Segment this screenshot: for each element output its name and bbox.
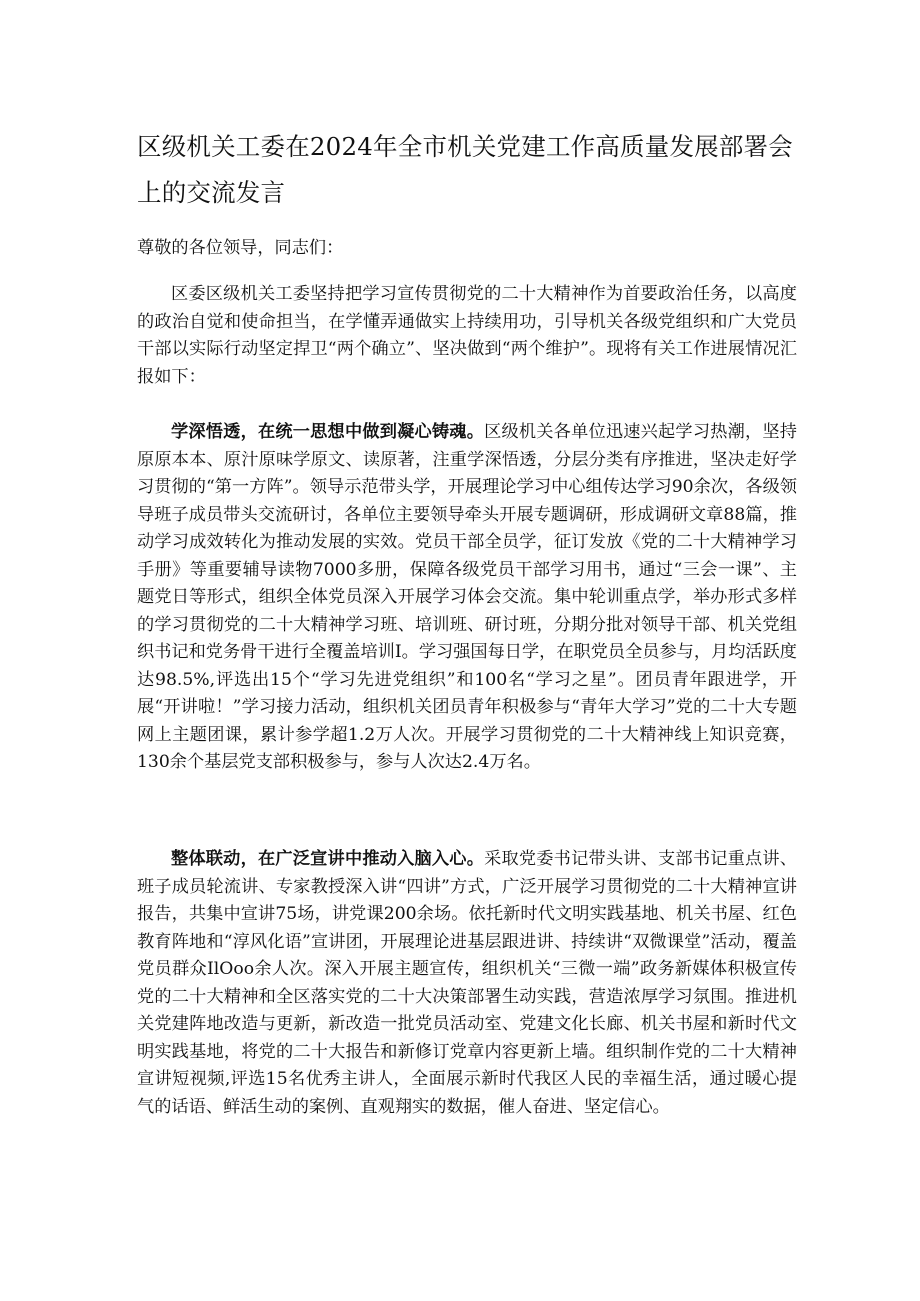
document-title: 区级机关工委在2024年全市机关党建工作高质量发展部署会上的交流发言 — [137, 132, 793, 207]
intro-paragraph-body: 区委区级机关工委坚持把学习宣传贯彻党的二十大精神作为首要政治任务，以高度的政治自觉和使命担当，在学懂弄通做实上持续用功，引导机关各级党组织和广大党员干部以实际行动坚定捍卫“两个确立”、坚决做到“两个维护”。现将有关工作进展情况汇报如下： — [137, 284, 797, 387]
publicity-section-body: 采取党委书记带头讲、支部书记重点讲、班子成员轮流讲、专家教授深入讲“四讲”方式，广泛开展学习贯彻党的二十大精神宣讲报告，共集中宣讲75场，讲党课200余场。依托新时代文明实践基地、机关书屋、红色教育阵地和“淳风化语”宣讲团，开展理论进基层跟进讲、持续讲“双微课堂”活动，覆盖党员群众IlOoo余人次。深入开展主题宣传，组织机关“三微一端”政务新媒体积极宣传党的二十大精神和全区落实党的二十大决策部署生动实践，营造浓厚学习氛围。推进机关党建阵地改造与更新，新改造一批党员活动室、党建文化长廊、机关书屋和新时代文明实践基地，将党的二十大报告和新修订党章内容更新上墙。组织制作党的二十大精神宣讲短视频,评选15名优秀主讲人，全面展示新时代我区人民的幸福生活，通过暖心提气的话语、鲜活生动的案例、直观翔实的数据，催人奋进、坚定信心。 — [137, 849, 797, 1117]
intro-paragraph — [137, 281, 797, 391]
publicity-section-paragraph — [137, 846, 797, 1121]
study-section-body: 区级机关各单位迅速兴起学习热潮，坚持原原本本、原汁原味学原文、读原著，注重学深悟透，分层分类有序推进，坚决走好学习贯彻的“第一方阵”。领导示范带头学，开展理论学习中心组传达学习90余次，各级领导班子成员带头交流研讨，各单位主要领导牵头开展专题调研，形成调研文章88篇，推动学习成效转化为推动发展的实效。党员干部全员学，征订发放《党的二十大精神学习手册》等重要辅导读物7000多册，保障各级党员干部学习用书，通过“三会一课”、主题党日等形式，组织全体党员深入开展学习体会交流。集中轮训重点学，举办形式多样的学习贯彻党的二十大精神学习班、培训班、研讨班，分期分批对领导干部、机关党组织书记和党务骨干进行全覆盖培训I。学习强国每日学，在职党员全员参与，月均活跃度达98.5%,评选出15个“学习先进党组织”和100名“学习之星”。团员青年跟进学，开展“开讲啦！”学习接力活动，组织机关团员青年积极参与“青年大学习”党的二十大专题网上主题团课，累计参学超1.2万人次。开展学习贯彻党的二十大精神线上知识竞赛，130余个基层党支部积极参与，参与人次达2.4万名。 — [137, 422, 797, 772]
study-section-paragraph — [137, 419, 797, 777]
publicity-section-heading: 整体联动，在广泛宣讲中推动入脑入心。 — [171, 849, 485, 869]
study-section-heading: 学深悟透，在统一思想中做到凝心铸魂。 — [171, 422, 485, 442]
salutation: 尊敬的各位领导，同志们： — [137, 238, 344, 258]
